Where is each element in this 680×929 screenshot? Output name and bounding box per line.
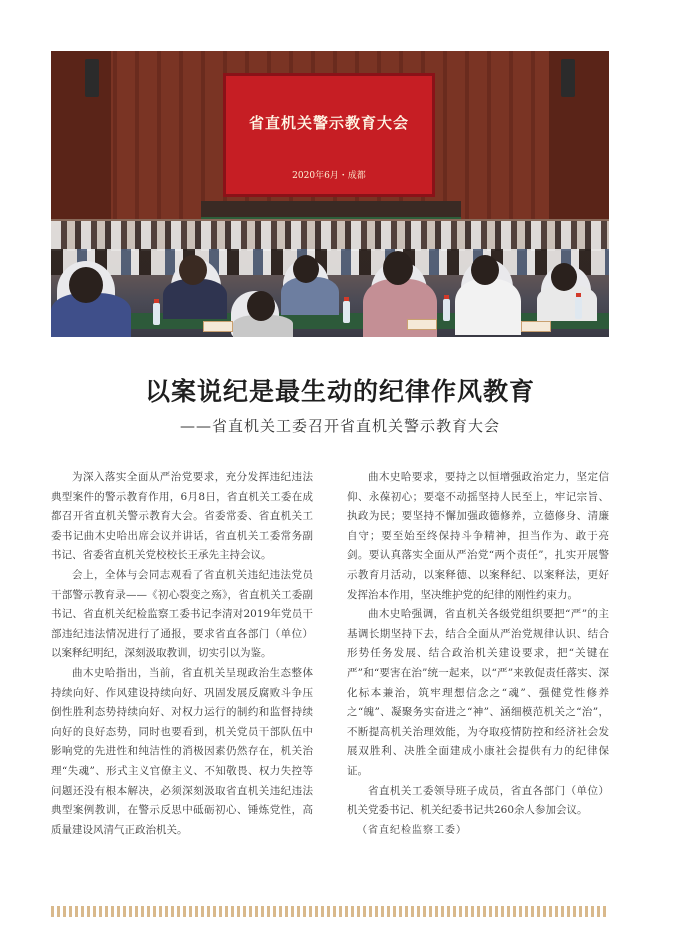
- article-subtitle: ——省直机关工委召开省直机关警示教育大会: [179, 417, 500, 435]
- attendee-head: [293, 255, 319, 283]
- paragraph: 会上，全体与会同志观看了省直机关违纪违法党员干部警示教育录——《初心裂变之殇》，省直机关工委副书记、省直机关纪检监察工委书记李清对2019年党员干部违纪违法情况进行了通报，要求省直各部门（单位）以案释纪明纪，深刻汲取教训，切实引以为鉴。: [51, 568, 313, 660]
- attendee-head: [179, 255, 207, 285]
- audience-back-rows: [51, 221, 609, 251]
- screen-date: 2020年6月・成都: [292, 171, 366, 181]
- water-bottle: [153, 303, 160, 325]
- attendee-head: [247, 291, 275, 321]
- audience-middle-rows: [51, 249, 609, 275]
- article-title: 以案说纪是最生动的纪律作风教育: [144, 377, 535, 406]
- water-bottle: [443, 299, 450, 321]
- audience: [51, 219, 609, 337]
- stage-screen: [223, 73, 435, 197]
- speaker-left: [85, 59, 99, 97]
- attendee-head: [69, 267, 103, 303]
- attendee: [163, 279, 227, 319]
- attendee-head: [383, 251, 413, 285]
- water-bottle: [575, 297, 582, 319]
- attendee: [281, 277, 339, 315]
- body-column-left: [51, 468, 313, 840]
- paragraph: 为深入落实全面从严治党要求，充分发挥违纪违法典型案件的警示教育作用，6月8日，省直机关工委在成都召开省直机关警示教育大会。省委常委、省直机关工委书记曲木史哈出席会议并讲话，省直机关工委常务副书记、省委省直机关党校校长王承先主持会议。: [51, 471, 313, 562]
- body-column-right: [347, 468, 609, 840]
- conference-photo: [51, 51, 609, 337]
- article-byline: （省直纪检监察工委）: [357, 824, 467, 836]
- screen-title: 省直机关警示教育大会: [248, 114, 409, 132]
- paragraph: 曲木史哈强调，省直机关各级党组织要把“严”的主基调长期坚持下去，结合全面从严治党规律认识、结合形势任务发展、结合政治机关建设要求，把“关键在严”和“要害在治”统一起来，以“严”来敦促责任落实、深化标本兼治，筑牢理想信念之“魂”、强健党性修养之“魄”、凝聚务实奋进之“神”、涵细模范机关之“治”，不断提高机关治理效能，为夺取疫情防控和经济社会发展双胜利、决胜全面建成小康社会提供有力的纪律保证。: [347, 608, 609, 777]
- attendee-head: [471, 255, 499, 285]
- paragraph: 曲木史哈要求，要持之以恒增强政治定力，坚定信仰、永葆初心；要毫不动摇坚持人民至上，牢记宗旨、执政为民；要坚持不懈加强政德修养，立德修身、清廉自守；要至始至终保持斗争精神，担当作为、敢于亮剑。要认真落实全面从严治党“两个责任”，扎实开展警示教育月活动，以案释德、以案释纪、以案释法，更好发挥治本作用，坚决维护党的纪律的刚性约束力。: [347, 471, 609, 601]
- paragraph: 曲木史哈指出，当前，省直机关呈现政治生态整体持续向好、作风建设持续向好、巩固发展反腐败斗争压倒性胜利态势持续向好、对权力运行的制约和监督持续向好的良好态势，同时也要看到，机关党员干部队伍中影响党的先进性和纯洁性的消极因素仍然存在，机关治理“失魂”、形式主义官僚主义、不知敬畏、权力失控等问题还没有根本解决，必须深刻汲取省直机关违纪违法典型案例教训，在警示反思中砥砺初心、锤炼党性，高质量建设风清气正政治机关。: [51, 666, 313, 836]
- paragraph: 省直机关工委领导班子成员，省直各部门（单位）机关党委书记、机关纪委书记共260余人参加会议。: [347, 784, 609, 817]
- attendee: [455, 279, 521, 335]
- nameplate: [521, 321, 551, 332]
- nameplate: [203, 321, 233, 332]
- attendee-head: [551, 263, 577, 291]
- speaker-right: [561, 59, 575, 97]
- water-bottle: [343, 301, 350, 323]
- footer-decorative-band: [51, 906, 609, 917]
- nameplate: [407, 319, 437, 330]
